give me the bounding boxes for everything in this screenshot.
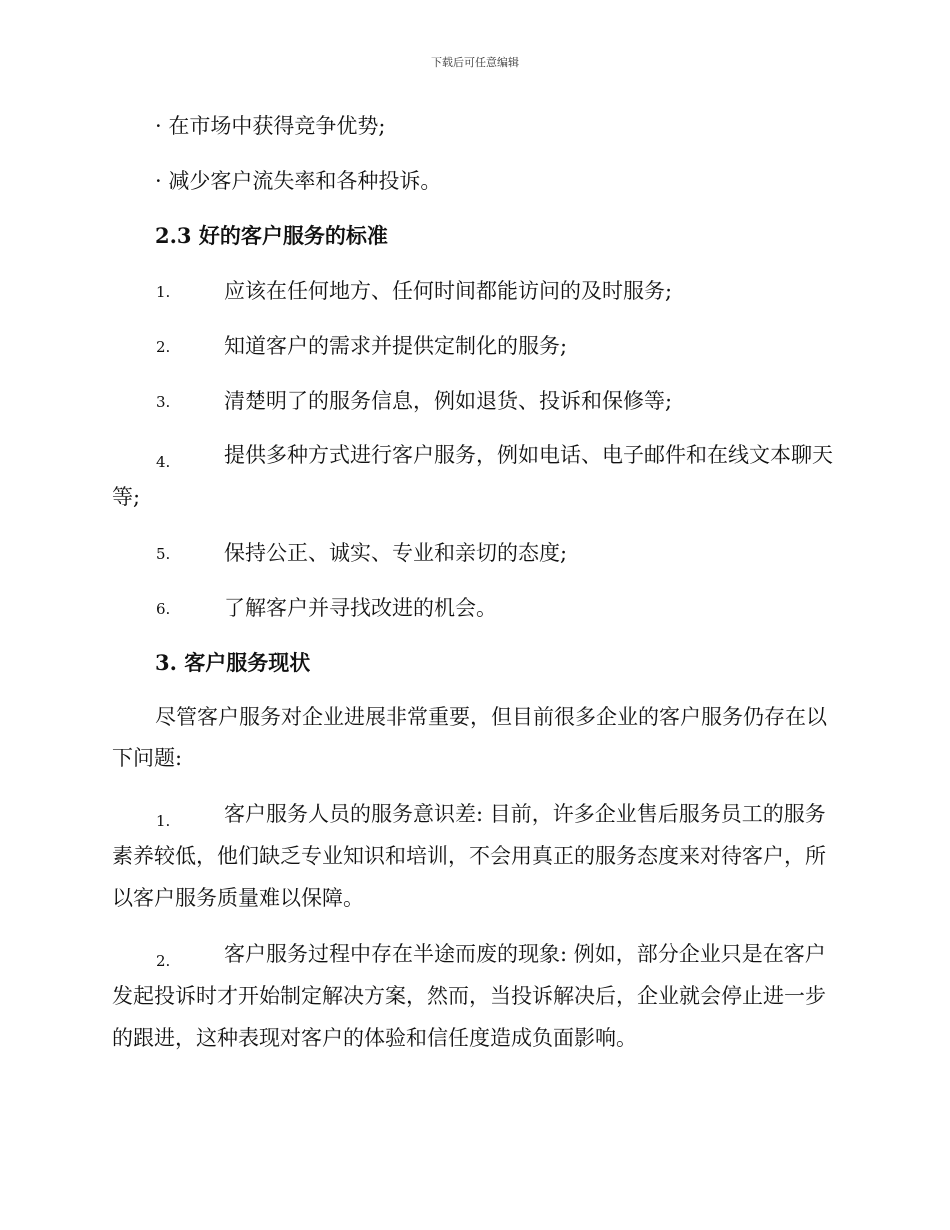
page-header: 下载后可任意编辑 — [431, 56, 519, 69]
list-number: 6. — [156, 600, 171, 618]
list-item: 了解客户并寻找改进的机会。 — [224, 596, 497, 620]
list-item-text: 提供多种方式进行客户服务，例如电话、电子邮件和在线文本聊天等; — [112, 443, 833, 509]
list-number: 1. — [156, 812, 171, 830]
list-item: 知道客户的需求并提供定制化的服务; — [224, 334, 568, 358]
list-item — [112, 793, 834, 919]
intro-paragraph: 尽管客户服务对企业进展非常重要，但目前很多企业的客户服务仍存在以下问题: — [112, 705, 827, 770]
section-heading: 3. 客户服务现状 — [155, 650, 311, 675]
list-number: 1. — [156, 283, 171, 301]
list-number: 2. — [156, 338, 171, 356]
bullet-item: · 在市场中获得竞争优势; — [155, 114, 386, 138]
list-number: 5. — [156, 545, 171, 563]
list-item: 保持公正、诚实、专业和亲切的态度; — [224, 541, 568, 565]
section-heading: 2.3 好的客户服务的标准 — [155, 223, 388, 248]
list-item-text: 客户服务人员的服务意识差: 目前，许多企业售后服务员工的服务素养较低，他们缺乏专业知识和培训，不会用真正的服务态度来对待客户，所以客户服务质量难以保障。 — [112, 802, 826, 910]
list-item — [112, 434, 834, 518]
list-item — [112, 933, 834, 1059]
list-number: 3. — [156, 393, 171, 411]
list-number: 4. — [156, 453, 171, 471]
bullet-item: · 减少客户流失率和各种投诉。 — [155, 169, 442, 193]
list-item: 清楚明了的服务信息，例如退货、投诉和保修等; — [224, 389, 673, 413]
list-number: 2. — [156, 952, 171, 970]
list-item: 应该在任何地方、任何时间都能访问的及时服务; — [224, 279, 673, 303]
list-item-text: 客户服务过程中存在半途而废的现象: 例如，部分企业只是在客户发起投诉时才开始制定解决方案，然而，当投诉解决后，企业就会停止进一步的跟进，这种表现对客户的体验和信任度造成负面影响。 — [112, 942, 826, 1050]
